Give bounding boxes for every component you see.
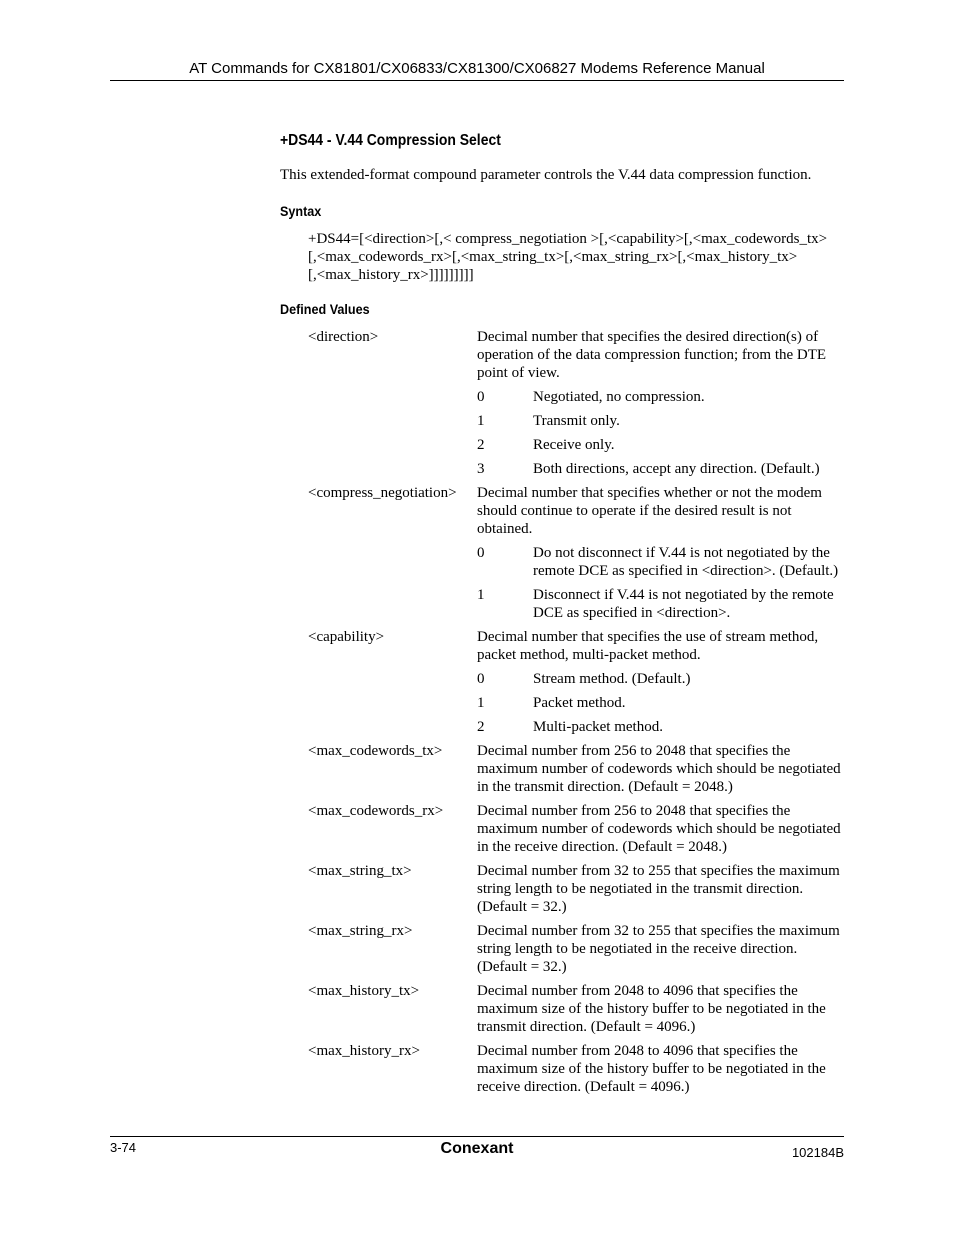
page-number: 3-74 bbox=[110, 1140, 137, 1155]
param-max-codewords-tx bbox=[308, 742, 853, 796]
param-max-history-rx bbox=[308, 1042, 853, 1096]
section-title: +DS44 - V.44 Compression Select bbox=[280, 132, 501, 149]
syntax-line: [,<max_codewords_rx>[,<max_string_tx>[,<max_string_rx>[,<max_history_tx> bbox=[308, 249, 798, 265]
option-text: Multi-packet method. bbox=[533, 719, 663, 735]
option-text: Packet method. bbox=[533, 695, 626, 711]
option-row bbox=[477, 586, 853, 622]
param-desc: Decimal number that specifies the use of stream method, packet method, multi-packet method. bbox=[477, 629, 819, 663]
option-row bbox=[477, 694, 853, 712]
param-desc: Decimal number from 2048 to 4096 that specifies the maximum size of the history buffer to be negotiated in the transmit direction. (Default = 4096.) bbox=[477, 983, 826, 1035]
option-value: 1 bbox=[477, 695, 485, 711]
param-name: <max_string_tx> bbox=[308, 863, 412, 879]
param-desc: Decimal number from 256 to 2048 that specifies the maximum number of codewords which should be negotiated in the transmit direction. (Default = 2048.) bbox=[477, 743, 841, 795]
param-desc: Decimal number from 32 to 255 that specifies the maximum string length to be negotiated in the transmit direction. (Default = 32.) bbox=[477, 863, 840, 915]
syntax-line: [,<max_history_rx>]]]]]]]]] bbox=[308, 267, 474, 283]
param-max-history-tx bbox=[308, 982, 853, 1036]
syntax-line: +DS44=[<direction>[,< compress_negotiation >[,<capability>[,<max_codewords_tx> bbox=[308, 231, 828, 247]
param-capability bbox=[308, 628, 853, 736]
param-name: <max_history_tx> bbox=[308, 983, 420, 999]
option-value: 1 bbox=[477, 587, 485, 603]
option-value: 3 bbox=[477, 461, 485, 477]
option-text: Receive only. bbox=[533, 437, 615, 453]
param-desc: Decimal number that specifies the desired direction(s) of operation of the data compression function; from the DTE point of view. bbox=[477, 329, 827, 381]
section-intro: This extended-format compound parameter controls the V.44 data compression function. bbox=[280, 167, 812, 183]
param-name: <direction> bbox=[308, 329, 379, 345]
option-text: Stream method. (Default.) bbox=[533, 671, 691, 687]
option-row bbox=[477, 718, 853, 736]
option-value: 0 bbox=[477, 671, 485, 687]
param-name: <max_codewords_tx> bbox=[308, 743, 443, 759]
option-value: 1 bbox=[477, 413, 485, 429]
footer-rule bbox=[110, 1136, 844, 1137]
param-name: <compress_negotiation> bbox=[308, 485, 457, 501]
defined-values-list bbox=[308, 328, 853, 1102]
param-name: <max_codewords_rx> bbox=[308, 803, 444, 819]
param-name: <max_string_rx> bbox=[308, 923, 413, 939]
param-max-string-tx bbox=[308, 862, 853, 916]
param-name: <max_history_rx> bbox=[308, 1043, 420, 1059]
option-value: 2 bbox=[477, 719, 485, 735]
document-number: 102184B bbox=[791, 1145, 844, 1160]
option-row bbox=[477, 436, 853, 454]
option-row bbox=[477, 388, 853, 406]
option-text: Disconnect if V.44 is not negotiated by the remote DCE as specified in <direction>. bbox=[533, 587, 834, 621]
defined-values-heading: Defined Values bbox=[280, 301, 370, 317]
param-direction bbox=[308, 328, 853, 478]
option-row bbox=[477, 544, 853, 580]
syntax-block bbox=[308, 230, 868, 284]
option-row bbox=[477, 460, 853, 478]
param-desc: Decimal number from 2048 to 4096 that specifies the maximum size of the history buffer to be negotiated in the receive direction. (Default = 4096.) bbox=[477, 1043, 826, 1095]
option-text: Do not disconnect if V.44 is not negotiated by the remote DCE as specified in <direction>. (Default.) bbox=[533, 545, 839, 579]
option-row bbox=[477, 412, 853, 430]
option-value: 0 bbox=[477, 545, 485, 561]
param-compress-negotiation bbox=[308, 484, 853, 622]
option-text: Transmit only. bbox=[533, 413, 620, 429]
param-desc: Decimal number from 256 to 2048 that specifies the maximum number of codewords which should be negotiated in the receive direction. (Default = 2048.) bbox=[477, 803, 841, 855]
param-desc: Decimal number that specifies whether or not the modem should continue to operate if the desired result is not obtained. bbox=[477, 485, 822, 537]
syntax-heading: Syntax bbox=[280, 203, 322, 219]
company-name: Conexant bbox=[440, 1140, 514, 1157]
header-rule bbox=[110, 80, 844, 81]
option-text: Both directions, accept any direction. (Default.) bbox=[533, 461, 820, 477]
option-row bbox=[477, 670, 853, 688]
param-name: <capability> bbox=[308, 629, 385, 645]
running-header: AT Commands for CX81801/CX06833/CX81300/CX06827 Modems Reference Manual bbox=[189, 60, 765, 77]
param-max-string-rx bbox=[308, 922, 853, 976]
option-text: Negotiated, no compression. bbox=[533, 389, 705, 405]
option-value: 0 bbox=[477, 389, 485, 405]
option-value: 2 bbox=[477, 437, 485, 453]
param-desc: Decimal number from 32 to 255 that specifies the maximum string length to be negotiated in the receive direction. (Default = 32.) bbox=[477, 923, 840, 975]
param-max-codewords-rx bbox=[308, 802, 853, 856]
